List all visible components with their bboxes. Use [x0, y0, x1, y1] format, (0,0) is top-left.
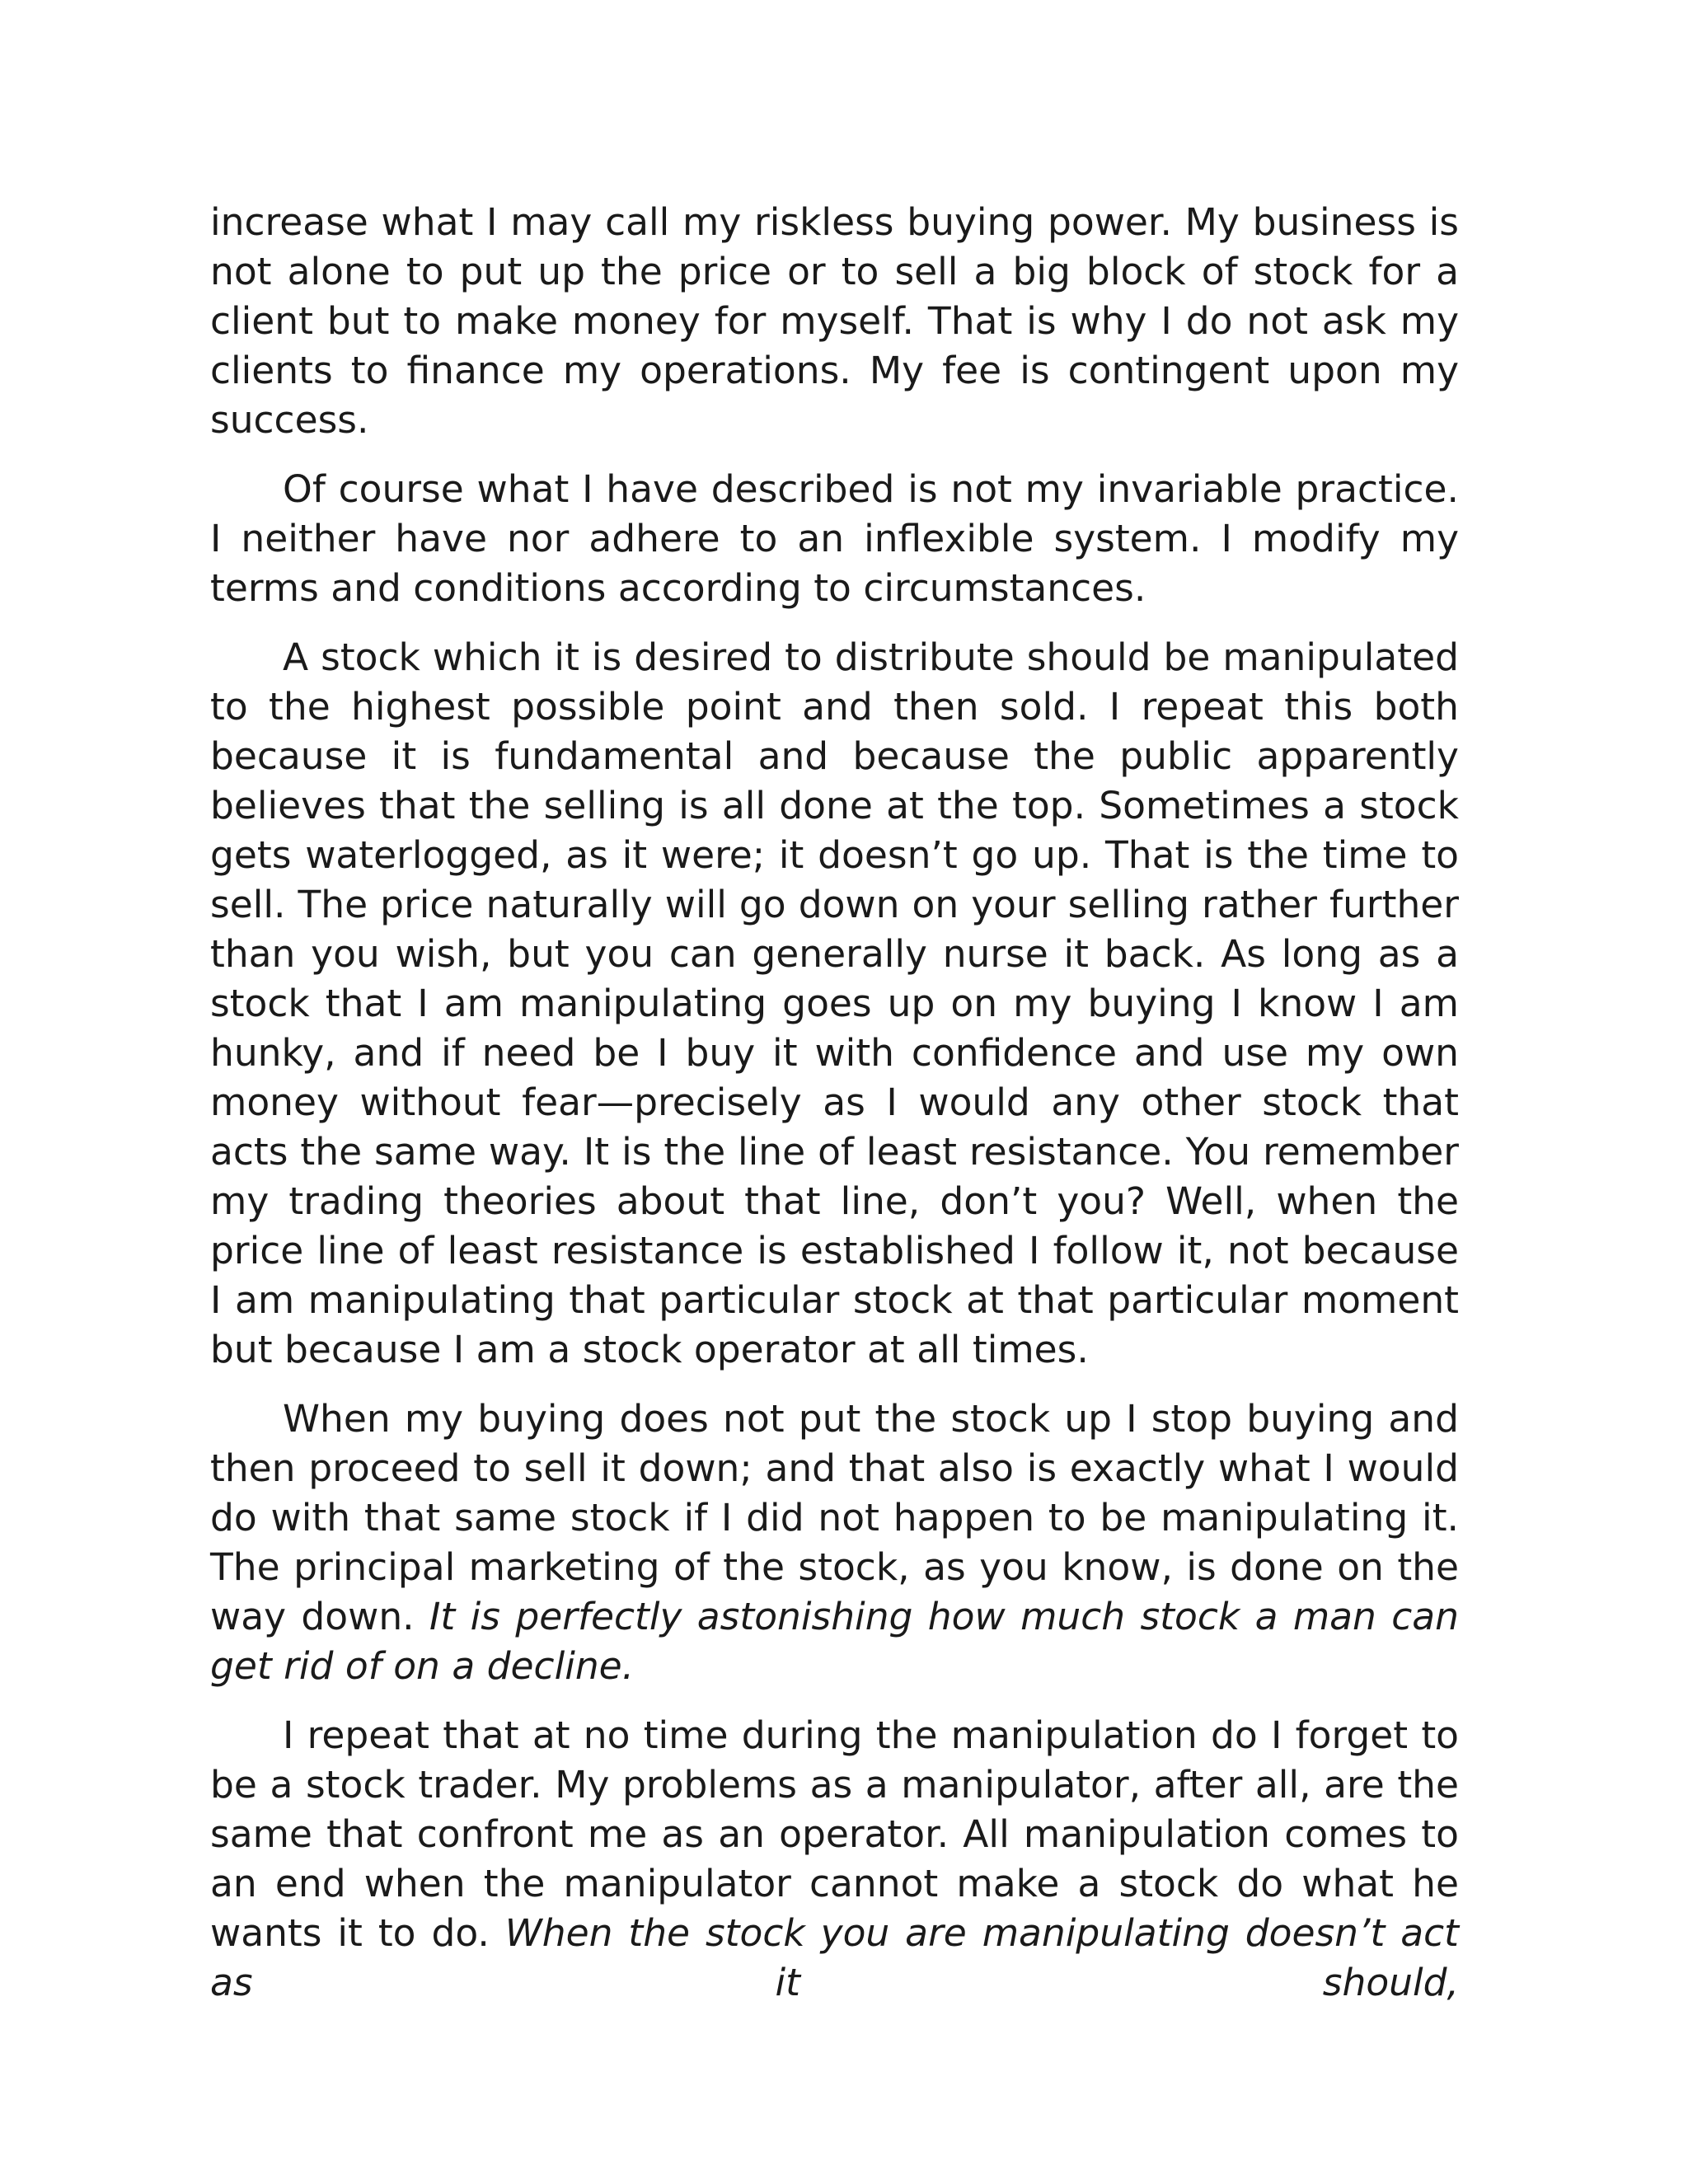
- paragraph-4-italic-text: It is perfectly astonishing how much stock a man can get rid of on a decline.: [210, 1595, 1459, 1688]
- book-page: [210, 198, 1459, 2008]
- paragraph-3-text: A stock which it is desired to distribute should be manipulated to the highest possible point and then sold. I repeat this both because it is fundamental and because the public apparently believes that the selling is all done at the top. Sometimes a stock gets waterlogged, as it were; it doesn’t go up. That is the time to sell. The price naturally will go down on your selling rather further than you wish, but you can generally nurse it back. As long as a stock that I am manipulating goes up on my buying I know I am hunky, and if need be I buy it with confidence and use my own money without fear—precisely as I would any other stock that acts the same way. It is the line of least resistance. You remember my trading theories about that line, don’t you? Well, when the price line of least resistance is established I follow it, not because I am manipulating that particular stock at that particular moment but because I am a stock operator at all times.: [210, 635, 1459, 1371]
- paragraph-4: [210, 1394, 1459, 1691]
- paragraph-1-text: increase what I may call my riskless buying power. My business is not alone to put up the price or to sell a big block of stock for a client but to make money for myself. That is why I do not ask my clients to finance my operations. My fee is contingent upon my success.: [210, 200, 1459, 442]
- paragraph-2: [210, 465, 1459, 613]
- paragraph-5-italic-text: When the stock you are manipulating doesn’t act as it should,: [210, 1911, 1459, 2004]
- paragraph-2-text: Of course what I have described is not my invariable practice. I neither have nor adhere to an inflexible system. I modify my terms and conditions according to circumstances.: [210, 467, 1459, 610]
- paragraph-5: [210, 1711, 1459, 2008]
- paragraph-5-text: I repeat that at no time during the manipulation do I forget to be a stock trader. My problems as a manipulator, after all, are the same that confront me as an operator. All manipulation comes to an end when the manipulator cannot make a stock do what he wants it to do.: [210, 1713, 1459, 1955]
- paragraph-3: [210, 633, 1459, 1375]
- paragraph-4-text: When my buying does not put the stock up I stop buying and then proceed to sell it down; and that also is exactly what I would do with that same stock if I did not happen to be manipulating it. The principal marketing of the stock, as you know, is done on the way down.: [210, 1397, 1459, 1638]
- paragraph-1: [210, 198, 1459, 445]
